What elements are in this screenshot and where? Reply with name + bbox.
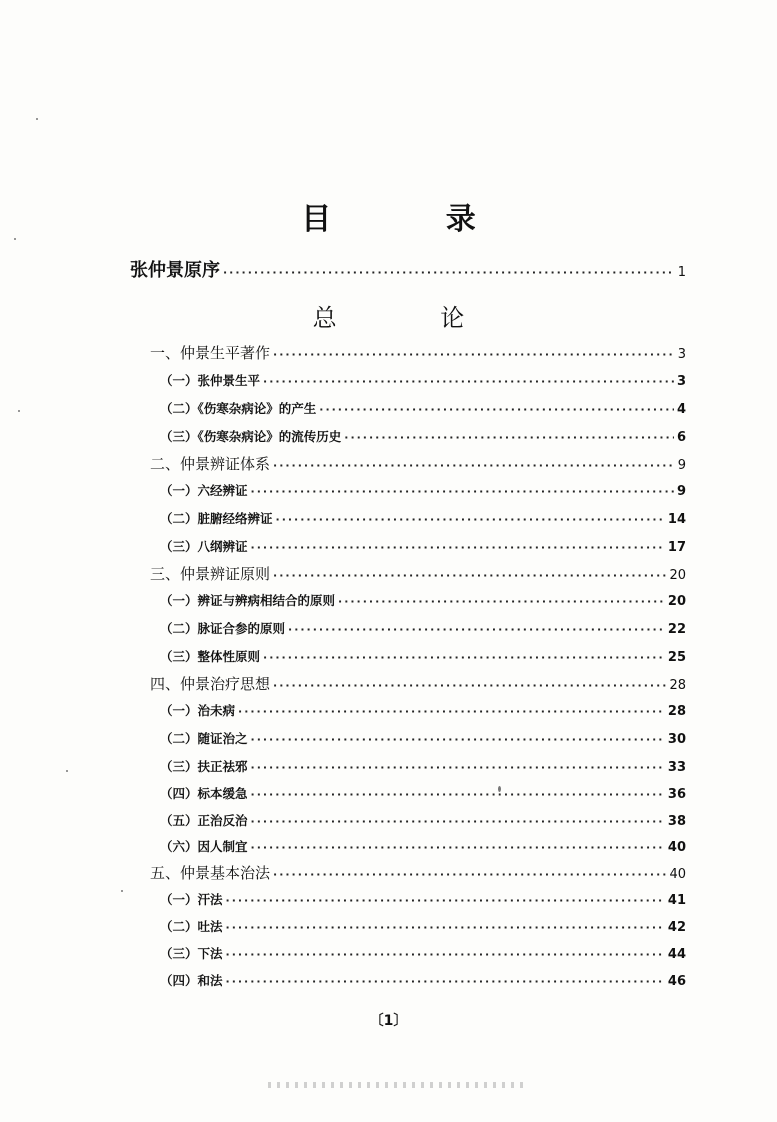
toc-entry-label: 五、仲景基本治法 (150, 864, 271, 882)
toc-entry-chapter (150, 862, 686, 883)
leader-dots (263, 651, 665, 664)
leader-dots (251, 733, 665, 746)
leader-dots (273, 679, 666, 692)
toc-entry-subsection (160, 591, 686, 609)
toc-entry-page: 38 (667, 814, 686, 829)
toc-entry-page: 30 (667, 732, 686, 747)
leader-dots (251, 485, 674, 498)
toc-entry-page: 3 (677, 347, 686, 362)
leader-dots (319, 403, 674, 416)
leader-dots (276, 513, 665, 526)
toc-entry-label: 三、仲景辨证原则 (150, 565, 271, 583)
toc-entry-page: 3 (676, 374, 686, 389)
toc-entry-subsection (160, 481, 686, 499)
toc-entry-label: （三）整体性原则 (160, 649, 261, 664)
toc-entry-label: （三）八纲辨证 (160, 539, 248, 554)
toc-entry-subsection (160, 811, 686, 829)
toc-entry-label: （二）随证治之 (160, 731, 248, 746)
leader-dots (344, 431, 674, 444)
toc-entry-page: 44 (667, 947, 686, 962)
leader-dots (238, 705, 665, 718)
leader-dots (273, 868, 666, 881)
toc-entry-chapter (150, 563, 686, 584)
toc-entry-subsection (160, 784, 686, 802)
toc-entry-label: （二）脏腑经络辨证 (160, 511, 273, 526)
toc-entry-label: （三）下法 (160, 946, 223, 961)
toc-entry-label: （二）吐法 (160, 919, 223, 934)
toc-entry-label: 二、仲景辨证体系 (150, 455, 271, 473)
toc-entry-page: 25 (667, 650, 686, 665)
toc-entry-page: 9 (677, 458, 686, 473)
toc-entry-page: 20 (669, 568, 686, 583)
toc-entry-label: 四、仲景治疗思想 (150, 675, 271, 693)
toc-entry-label: （一）治未病 (160, 703, 236, 718)
toc-entry-label: 张仲景原序 (130, 260, 220, 281)
leader-dots (288, 623, 665, 636)
toc-entry-label: （五）正治反治 (160, 813, 248, 828)
toc-entry-page: 42 (667, 920, 686, 935)
toc-entry-chapter (150, 453, 686, 474)
toc-entry-label: 一、仲景生平著作 (150, 344, 271, 362)
toc-entry-subsection (160, 944, 686, 962)
toc-entry-subsection (160, 371, 686, 389)
toc-entry-page: 28 (669, 678, 686, 693)
leader-dots (273, 459, 675, 472)
toc-entry-page: 6 (676, 430, 686, 445)
leader-dots (251, 815, 665, 828)
toc-entry-label: （四）和法 (160, 973, 223, 988)
toc-entry-label: （四）标本缓急 (160, 786, 248, 801)
toc-entry-page: 28 (667, 704, 686, 719)
toc-entry-page: 40 (669, 867, 686, 882)
leader-dots (251, 761, 665, 774)
toc-entry-subsection (160, 837, 686, 855)
toc-entry-page: 46 (667, 974, 686, 989)
toc-entry-page: 33 (667, 760, 686, 775)
toc-entry-subsection (160, 971, 686, 989)
toc-entry-label: （二）《伤寒杂病论》的产生 (160, 401, 317, 416)
section-title: 总 论 (312, 304, 513, 332)
scan-speck (498, 786, 501, 792)
toc-entry-label: （一）汗法 (160, 892, 223, 907)
toc-entry-subsection (160, 619, 686, 637)
toc-entry-page: 17 (667, 540, 686, 555)
toc-entry-subsection (160, 647, 686, 665)
leader-dots (273, 348, 675, 361)
leader-dots (251, 841, 665, 854)
leader-dots (226, 894, 665, 907)
toc-entry-subsection (160, 729, 686, 747)
scan-speck (121, 890, 123, 892)
scan-speck (36, 118, 38, 120)
toc-entry-page: 22 (667, 622, 686, 637)
page-title: 目 录 (301, 202, 528, 237)
toc-entry-page: 36 (667, 787, 686, 802)
toc-entry-page: 4 (676, 402, 686, 417)
scan-speck (18, 410, 20, 412)
leader-dots (226, 975, 665, 988)
leader-dots (251, 788, 665, 801)
toc-entry-subsection (160, 890, 686, 908)
toc-entry-label: （一）辨证与辨病相结合的原则 (160, 593, 336, 608)
leader-dots (226, 948, 665, 961)
toc-entry-subsection (160, 427, 686, 445)
toc-entry-label: （二）脉证合参的原则 (160, 621, 286, 636)
toc-entry-label: （三）扶正祛邪 (160, 759, 248, 774)
leader-dots (338, 595, 665, 608)
toc-entry-chapter (150, 673, 686, 694)
scan-speck (66, 770, 68, 772)
leader-dots (223, 266, 675, 279)
toc-entry-subsection (160, 509, 686, 527)
toc-entry-page: 20 (667, 594, 686, 609)
toc-entry-chapter (150, 342, 686, 363)
toc-entry-label: （六）因人制宜 (160, 839, 248, 854)
toc-entry-page: 1 (677, 265, 686, 280)
toc-entry-subsection (160, 701, 686, 719)
toc-entry-label: （一）六经辨证 (160, 483, 248, 498)
toc-entry-label: （三）《伤寒杂病论》的流传历史 (160, 429, 342, 444)
toc-entry-page: 40 (667, 840, 686, 855)
toc-entry-page: 41 (667, 893, 686, 908)
toc-entry-page: 14 (667, 512, 686, 527)
leader-dots (273, 569, 666, 582)
scan-artifact (268, 1082, 528, 1088)
toc-entry-subsection (160, 917, 686, 935)
scan-speck (14, 238, 16, 240)
toc-entry-page: 9 (676, 484, 686, 499)
leader-dots (226, 921, 665, 934)
page-number-footer: 〔1〕 (369, 1013, 408, 1029)
leader-dots (251, 541, 665, 554)
leader-dots (263, 375, 674, 388)
toc-entry-label: （一）张仲景生平 (160, 373, 261, 388)
toc-entry-subsection (160, 399, 686, 417)
toc-entry-subsection (160, 757, 686, 775)
toc-entry-subsection (160, 537, 686, 555)
toc-entry-preface (130, 256, 686, 282)
